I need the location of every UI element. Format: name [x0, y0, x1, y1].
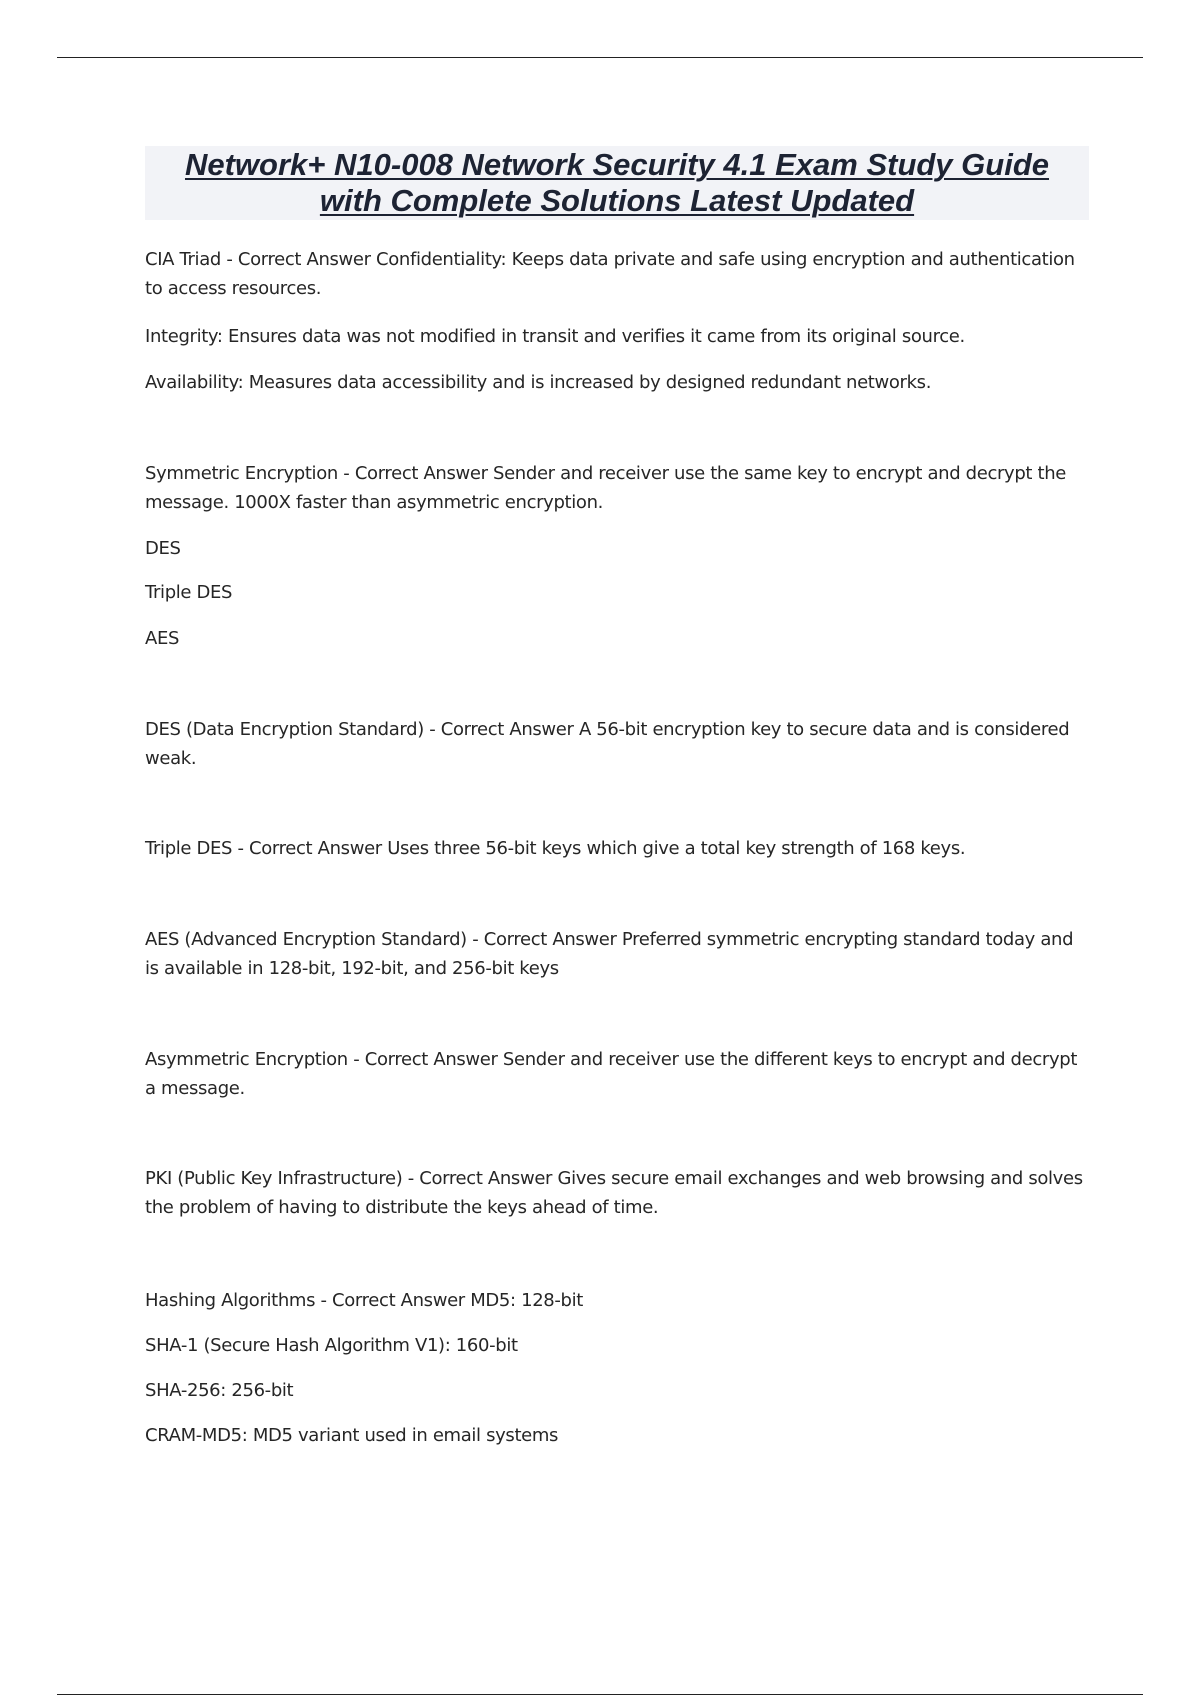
entry-availability: Availability: Measures data accessibility and is increased by designed redundant networks. — [145, 372, 932, 393]
title-line-2: with Complete Solutions Latest Updated — [319, 183, 915, 218]
list-item-des: DES — [145, 538, 181, 559]
document-title — [145, 146, 1089, 220]
entry-aes: AES (Advanced Encryption Standard) - Correct Answer Preferred symmetric encrypting standard today and is available in 128-bit, 192-bit, and 256-bit keys — [145, 929, 1074, 979]
list-item-cram-md5: CRAM-MD5: MD5 variant used in email systems — [145, 1425, 559, 1446]
entry-cia-triad: CIA Triad - Correct Answer Confidentiality: Keeps data private and safe using encryption and authentication to access resources. — [145, 249, 1075, 299]
bottom-rule — [57, 1694, 1143, 1695]
list-item-sha256: SHA-256: 256-bit — [145, 1380, 294, 1401]
entry-hashing-algorithms: Hashing Algorithms - Correct Answer MD5: 128-bit — [145, 1290, 583, 1311]
entry-asymmetric-encryption: Asymmetric Encryption - Correct Answer Sender and receiver use the different keys to encrypt and decrypt a message. — [145, 1049, 1078, 1099]
entry-symmetric-encryption: Symmetric Encryption - Correct Answer Sender and receiver use the same key to encrypt and decrypt the message. 1000X faster than asymmetric encryption. — [145, 463, 1066, 513]
list-item-aes: AES — [145, 628, 180, 649]
entry-des: DES (Data Encryption Standard) - Correct Answer A 56-bit encryption key to secure data and is considered weak. — [145, 719, 1070, 769]
top-rule — [57, 57, 1143, 58]
list-item-sha1: SHA-1 (Secure Hash Algorithm V1): 160-bit — [145, 1335, 518, 1356]
list-item-triple-des: Triple DES — [145, 582, 233, 603]
title-line-1: Network+ N10-008 Network Security 4.1 Exam Study Guide — [184, 147, 1050, 182]
entry-triple-des: Triple DES - Correct Answer Uses three 56-bit keys which give a total key strength of 168 keys. — [145, 838, 966, 859]
entry-pki: PKI (Public Key Infrastructure) - Correct Answer Gives secure email exchanges and web browsing and solves the problem of having to distribute the keys ahead of time. — [145, 1168, 1083, 1218]
entry-integrity: Integrity: Ensures data was not modified in transit and verifies it came from its original source. — [145, 326, 965, 347]
